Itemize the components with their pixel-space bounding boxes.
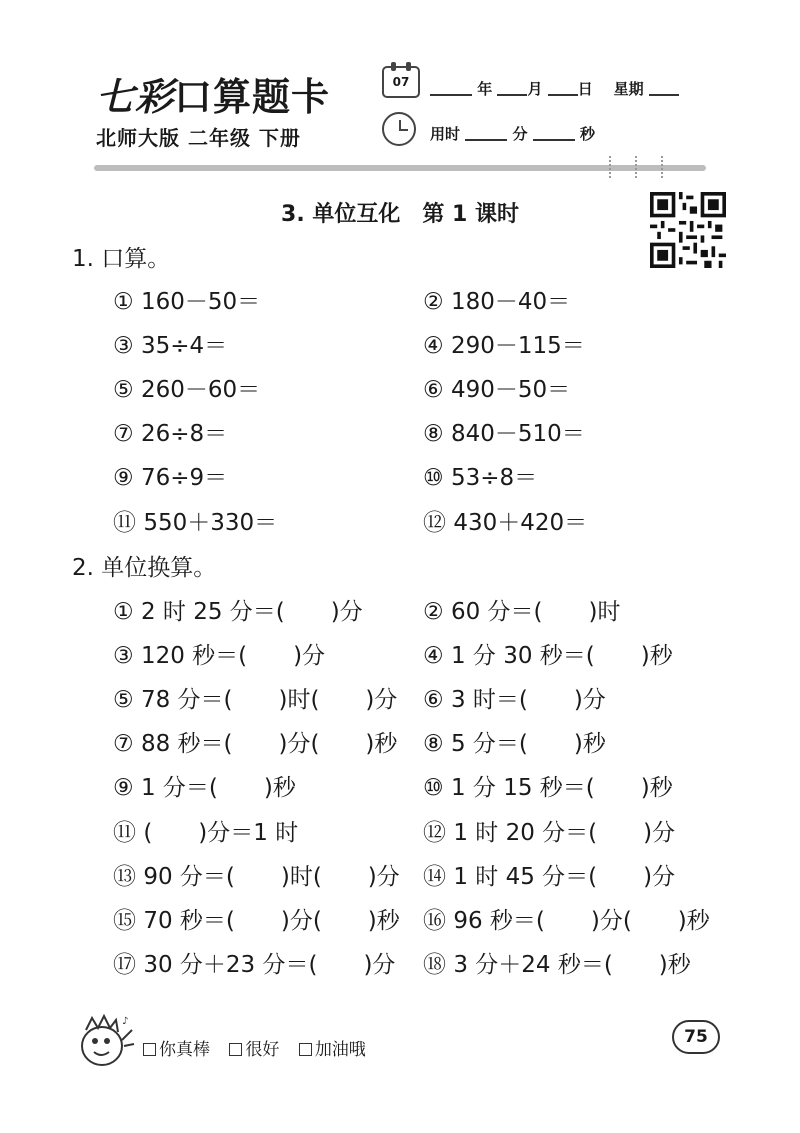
item-number: ⑱ — [423, 952, 446, 978]
unit-conversion-item — [423, 681, 606, 714]
unit-conversion-item — [113, 593, 363, 626]
item-expression: 290－115＝ — [450, 333, 585, 359]
oral-calc-item — [423, 327, 585, 360]
item-expression: 1 分＝( )秒 — [140, 775, 296, 801]
item-number: ⑤ — [113, 687, 134, 713]
time-fields — [430, 123, 595, 144]
item-number: ⑧ — [423, 731, 444, 757]
unit-conversion-item — [113, 946, 395, 979]
item-number: ② — [423, 289, 444, 315]
item-expression: 260－60＝ — [140, 377, 261, 403]
rating-option-2[interactable]: 很好 — [229, 1040, 279, 1060]
unit-conversion-item — [113, 814, 298, 847]
unit-conversion-item — [113, 902, 400, 935]
item-expression: 88 秒＝( )分( )秒 — [140, 731, 398, 757]
mascot-icon — [72, 1010, 138, 1070]
item-number: ③ — [113, 333, 134, 359]
oral-calc-item — [423, 371, 570, 404]
unit-conversion-item — [423, 725, 606, 758]
item-number: ⑧ — [423, 421, 444, 447]
oral-calc-item — [113, 415, 227, 448]
item-number: ⑨ — [113, 465, 134, 491]
day-label: 日 — [577, 80, 593, 98]
rating-option-3[interactable]: 加油哦 — [299, 1040, 366, 1060]
rating-options — [143, 1035, 380, 1060]
month-label: 月 — [527, 80, 543, 98]
item-expression: 1 时 45 分＝( )分 — [453, 864, 676, 890]
year-label: 年 — [477, 80, 493, 98]
item-expression: 90 分＝( )时( )分 — [143, 864, 400, 890]
item-expression: ( )分＝1 时 — [143, 820, 299, 846]
item-number: ⑥ — [423, 377, 444, 403]
unit-conversion-item — [423, 769, 673, 802]
item-number: ⑫ — [423, 820, 446, 846]
checkbox-icon[interactable] — [299, 1043, 312, 1056]
item-expression: 1 分 30 秒＝( )秒 — [450, 643, 673, 669]
oral-calc-item — [423, 283, 570, 316]
unit-conversion-item — [423, 858, 675, 891]
item-expression: 160－50＝ — [140, 289, 261, 315]
section1-heading: 1. 口算。 — [72, 246, 171, 272]
brand-logo — [96, 66, 330, 121]
seconds-blank[interactable] — [533, 139, 575, 141]
section2-heading: 2. 单位换算。 — [72, 555, 217, 581]
item-expression: 1 分 15 秒＝( )秒 — [450, 775, 673, 801]
brand-title: 口算题卡 — [174, 75, 331, 119]
item-expression: 490－50＝ — [450, 377, 571, 403]
item-number: ⑥ — [423, 687, 444, 713]
time-used-label: 用时 — [430, 125, 461, 143]
item-expression: 78 分＝( )时( )分 — [140, 687, 398, 713]
item-expression: 35÷4＝ — [140, 333, 228, 359]
unit-conversion-item — [423, 814, 675, 847]
item-expression: 76÷9＝ — [140, 465, 228, 491]
item-expression: 430＋420＝ — [453, 510, 588, 536]
oral-calc-item — [113, 283, 260, 316]
item-expression: 2 时 25 分＝( )分 — [140, 599, 363, 625]
item-number: ⑩ — [423, 775, 444, 801]
item-number: ⑰ — [113, 952, 136, 978]
item-number: ⑨ — [113, 775, 134, 801]
lesson-title: 3. 单位互化 第 1 课时 — [281, 202, 519, 227]
item-number: ② — [423, 599, 444, 625]
calendar-number: 07 — [392, 75, 410, 89]
brand-prefix: 七彩 — [96, 74, 175, 119]
weekday-blank[interactable] — [649, 94, 679, 96]
date-fields — [430, 78, 679, 99]
oral-calc-item — [113, 327, 227, 360]
item-number: ⑮ — [113, 908, 136, 934]
item-expression: 550＋330＝ — [143, 510, 278, 536]
year-blank[interactable] — [430, 94, 472, 96]
item-number: ⑫ — [423, 510, 446, 536]
item-number: ④ — [423, 333, 444, 359]
unit-conversion-item — [113, 769, 296, 802]
item-number: ③ — [113, 643, 134, 669]
oral-calc-item — [423, 504, 587, 537]
unit-conversion-item — [113, 637, 325, 670]
oral-calc-item — [113, 504, 277, 537]
oral-calc-item — [423, 459, 537, 492]
item-expression: 96 秒＝( )分( )秒 — [453, 908, 710, 934]
item-expression: 1 时 20 分＝( )分 — [453, 820, 676, 846]
item-number: ⑩ — [423, 465, 444, 491]
clock-icon — [382, 112, 416, 146]
item-expression: 26÷8＝ — [140, 421, 228, 447]
oral-calc-item — [113, 371, 260, 404]
item-expression: 840－510＝ — [450, 421, 585, 447]
oral-calc-item — [423, 415, 585, 448]
item-number: ⑭ — [423, 864, 446, 890]
svg-text:♪: ♪ — [122, 1016, 129, 1027]
item-expression: 70 秒＝( )分( )秒 — [143, 908, 400, 934]
minutes-blank[interactable] — [465, 139, 507, 141]
item-number: ① — [113, 289, 134, 315]
page-number: 75 — [672, 1020, 720, 1054]
item-number: ④ — [423, 643, 444, 669]
unit-conversion-item — [423, 593, 620, 626]
minutes-label: 分 — [512, 125, 528, 143]
checkbox-icon[interactable] — [229, 1043, 242, 1056]
checkbox-icon[interactable] — [143, 1043, 156, 1056]
edition-label: 北师大版 二年级 下册 — [96, 126, 301, 150]
unit-conversion-item — [423, 902, 710, 935]
item-expression: 5 分＝( )秒 — [450, 731, 606, 757]
item-expression: 120 秒＝( )分 — [140, 643, 326, 669]
item-expression: 30 分＋23 分＝( )分 — [143, 952, 396, 978]
item-number: ⑤ — [113, 377, 134, 403]
item-expression: 3 时＝( )分 — [450, 687, 606, 713]
item-number: ⑪ — [113, 510, 136, 536]
seconds-label: 秒 — [579, 125, 595, 143]
item-number: ⑬ — [113, 864, 136, 890]
oral-calc-item — [113, 459, 227, 492]
item-expression: 180－40＝ — [450, 289, 571, 315]
qr-code-icon — [650, 192, 726, 268]
item-number: ⑦ — [113, 731, 134, 757]
day-blank[interactable] — [548, 94, 578, 96]
unit-conversion-item — [113, 725, 397, 758]
rating-option-1[interactable]: 你真棒 — [143, 1040, 210, 1060]
item-number: ① — [113, 599, 134, 625]
unit-conversion-item — [113, 858, 400, 891]
item-expression: 53÷8＝ — [450, 465, 538, 491]
unit-conversion-item — [423, 946, 691, 979]
month-blank[interactable] — [497, 94, 527, 96]
unit-conversion-item — [113, 681, 397, 714]
divider-beads — [605, 156, 675, 182]
unit-conversion-item — [423, 637, 673, 670]
item-number: ⑯ — [423, 908, 446, 934]
calendar-icon — [382, 66, 420, 98]
item-number: ⑪ — [113, 820, 136, 846]
item-expression: 3 分＋24 秒＝( )秒 — [453, 952, 691, 978]
item-number: ⑦ — [113, 421, 134, 447]
weekday-label: 星期 — [613, 80, 644, 98]
item-expression: 60 分＝( )时 — [450, 599, 621, 625]
